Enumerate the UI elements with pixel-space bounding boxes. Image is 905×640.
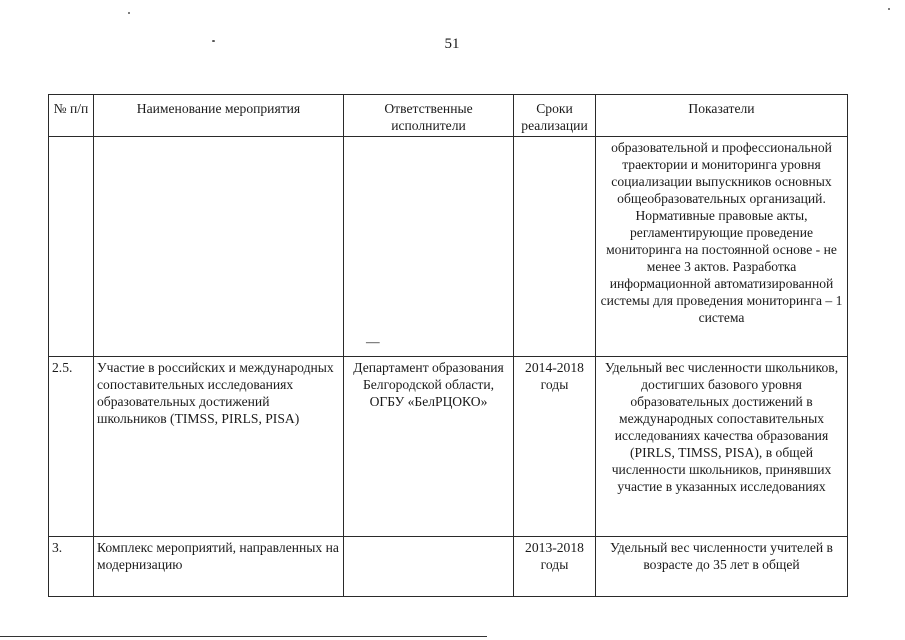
header-name: Наименование мероприятия [94,95,344,137]
table-header-row [49,95,848,137]
cell-responsible [344,137,514,357]
bottom-rule [0,636,487,637]
scan-speck [212,40,215,42]
cell-terms: 2013-2018 годы [514,537,596,597]
header-responsible: Ответственные исполнители [344,95,514,137]
table-row [49,357,848,537]
header-indicators: Показатели [596,95,848,137]
cell-num [49,137,94,357]
page-number: 51 [444,36,460,52]
cell-terms: 2014-2018 годы [514,357,596,537]
header-num: № п/п [49,95,94,137]
cell-indicators: образовательной и профессиональной траектории и мониторинга уровня социализации выпускников основных общеобразовательных организаций. Нормативные правовые акты, регламентирующие проведение мониторинга на постоянной основе - не менее 3 актов. Разработка информационной автоматизированной системы для проведения мониторинга – 1 система [596,137,848,357]
header-terms: Сроки реализации [514,95,596,137]
scan-speck [888,8,890,10]
cell-name: Комплекс мероприятий, направленных на модернизацию [94,537,344,597]
cell-responsible: Департамент образования Белгородской области, ОГБУ «БелРЦОКО» [344,357,514,537]
cell-terms [514,137,596,357]
dash-mark: — [366,334,380,349]
cell-num: 3. [49,537,94,597]
cell-indicators: Удельный вес численности школьников, достигших базового уровня образовательных достижений в международных сопоставительных исследованиях качества образования (PIRLS, TIMSS, PISA), в общей численности школьников, принявших участие в указанных исследованиях [596,357,848,537]
scan-speck [128,12,130,14]
cell-responsible [344,537,514,597]
cell-num: 2.5. [49,357,94,537]
measures-table [48,94,848,597]
cell-name: Участие в российских и международных сопоставительных исследованиях образовательных достижений школьников (TIMSS, PIRLS, PISA) [94,357,344,537]
cell-name [94,137,344,357]
table-row [49,137,848,357]
table-row [49,537,848,597]
cell-indicators: Удельный вес численности учителей в возрасте до 35 лет в общей [596,537,848,597]
